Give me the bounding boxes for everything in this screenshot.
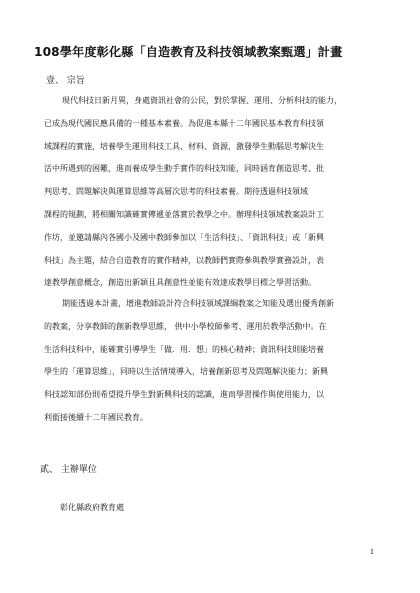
paragraph-line: 判思考、問題解決與運算思維等高層次思考的科技素養。期待透過科技領域 <box>44 187 308 197</box>
document-title: 108學年度彰化縣「自造教育及科技領域教案甄選」計畫 <box>34 45 343 59</box>
paragraph-line: 的教案，分享教師的創新教學思維， 供中小學校師參考、運用於教學活動中。在 <box>44 321 327 331</box>
paragraph-purpose-1 <box>44 90 384 295</box>
paragraph-line: 域課程的實施，培養學生運用科技工具、材料、資源，激發學生動腦思考解決生 <box>44 141 324 151</box>
paragraph-line: 利銜接後續十二年國民教育。 <box>44 412 148 422</box>
paragraph-line: 活中所遇到的困難，進而養成學生動手實作的科技知能，同時涵育創造思考、批 <box>44 164 324 174</box>
paragraph-purpose-2 <box>44 293 384 430</box>
paragraph-line: 期能透過本計畫，增進教師設計符合科技領域課綱教案之知能及選出優秀創新 <box>62 299 334 308</box>
paragraph-line: 作坊，並邀請縣內各國小及國中教師參加以「生活科技」、「資訊科技」或「新興 <box>44 232 324 242</box>
page-number: 1 <box>370 548 375 556</box>
paragraph-line: 課程的規劃，將相關知識確實傳遞並落實於教學之中。辦理科技領域教案設計工 <box>44 209 324 219</box>
paragraph-line: 生活科技科中，能確實引導學生「做．用．想」的核心精神；資訊科技則能培養 <box>44 344 324 354</box>
section-heading-organizer: 貳、 主辦單位 <box>40 465 97 475</box>
paragraph-line: 科技認知部份則希望提升學生對新興科技的認識，進而學習操作與使用能力，以 <box>44 390 324 400</box>
organizer-name: 彰化縣政府教育處 <box>60 503 124 512</box>
paragraph-line: 現代科技日新月異，身處資訊社會的公民，對於掌握、運用、分析科技的能力， <box>62 96 342 105</box>
paragraph-line: 科技」為主題，結合自造教育的實作精神，以教師們實際參與教學實務設計，表 <box>44 255 324 265</box>
paragraph-line: 學生的「運算思維」，同時以生活情境導入，培養創新思考及問題解決能力；新興 <box>44 367 328 377</box>
paragraph-line: 已成為現代國民應具備的一種基本素養。為促進本縣十二年國民基本教育科技領 <box>44 118 324 128</box>
paragraph-line: 達教學創意概念，創造出新穎且具創意性並能有效達成教學目標之學習活動。 <box>44 278 316 288</box>
section-heading-purpose: 壹、 宗旨 <box>46 76 85 86</box>
